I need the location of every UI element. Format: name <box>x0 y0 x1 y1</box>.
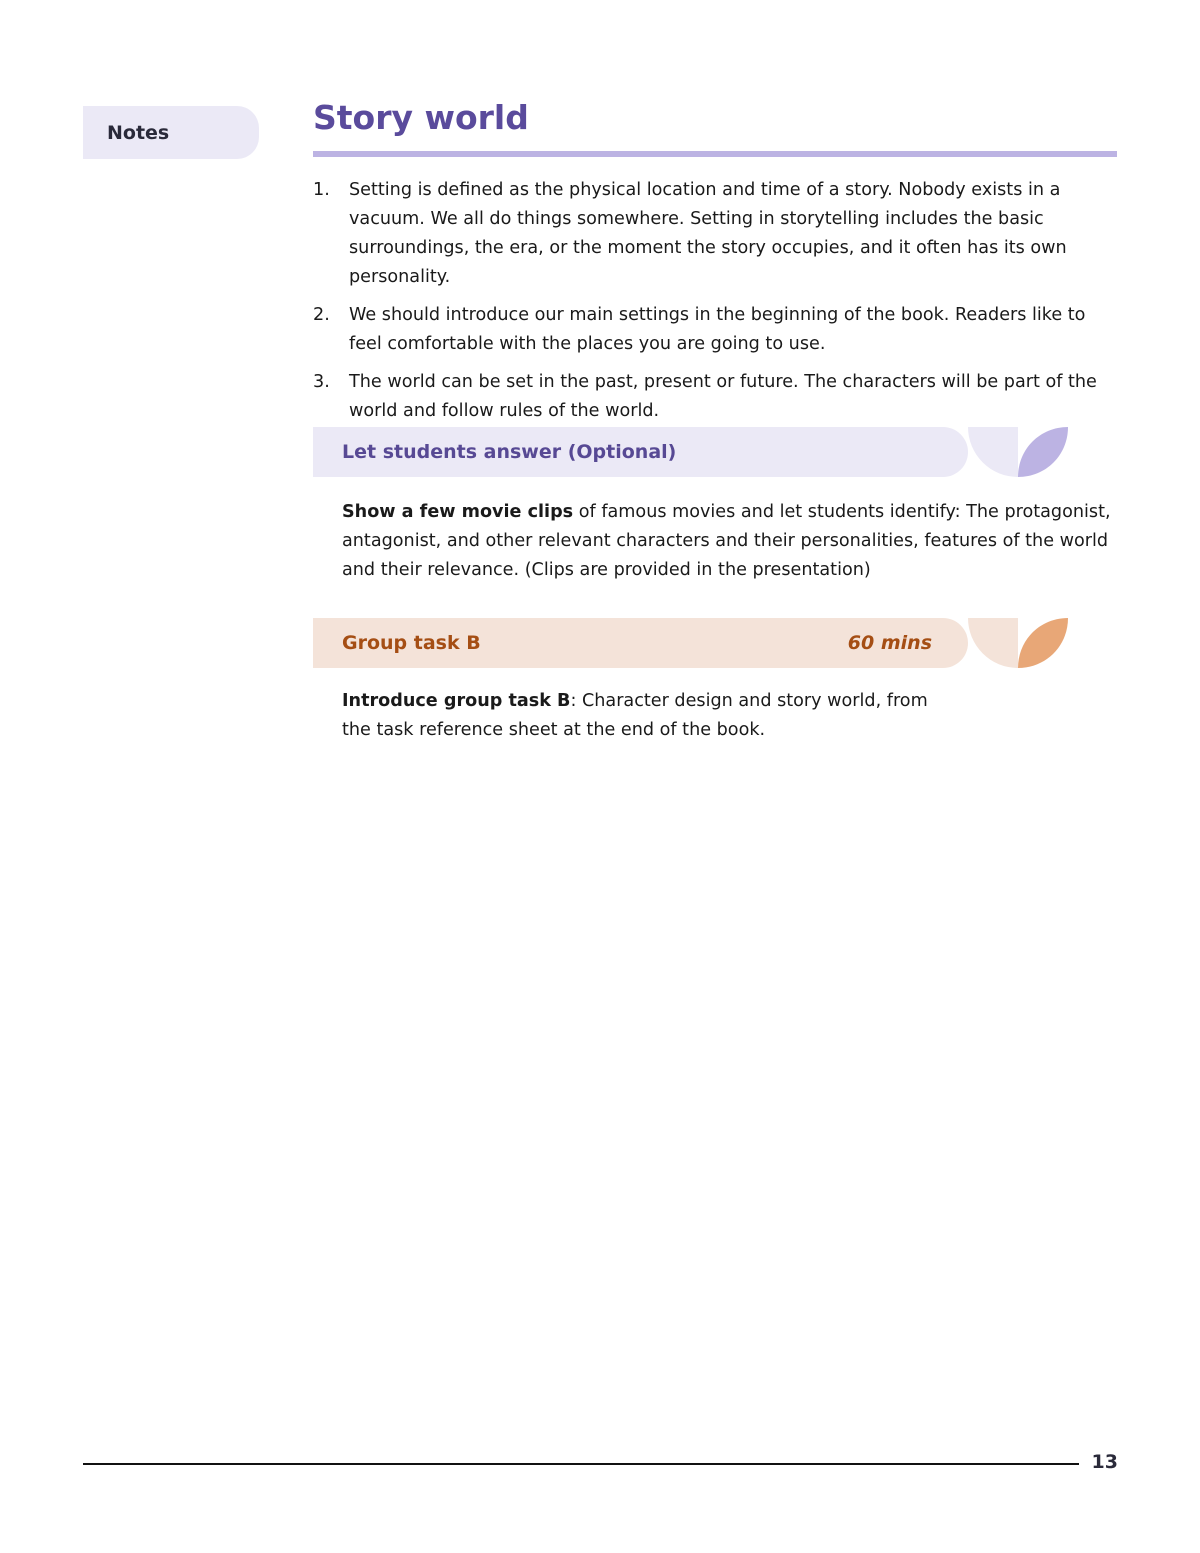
list-number: 1. <box>313 180 330 200</box>
list-item <box>313 176 1123 292</box>
notes-tab <box>83 106 259 159</box>
page-title: Story world <box>313 98 529 137</box>
numbered-list <box>313 176 1123 435</box>
group-task-text <box>342 687 942 745</box>
list-number: 2. <box>313 305 330 325</box>
list-text: We should introduce our main settings in the beginning of the book. Readers like to feel comfortable with the places you are going to use. <box>349 305 1086 354</box>
list-text: The world can be set in the past, present or future. The characters will be part of the world and follow rules of the world. <box>349 372 1097 421</box>
leaf-decoration-icon <box>968 618 1068 668</box>
optional-activity-body: of famous movies and let students identify: The protagonist, antagonist, and other relevant characters and their personalities, features of the world and their relevance. (Clips are provided in the presentation) <box>342 502 1111 580</box>
group-task-lead: Introduce group task B <box>342 691 571 711</box>
notes-label: Notes <box>107 121 170 144</box>
group-task-duration: 60 mins <box>847 632 932 654</box>
group-task-body: : Character design and story world, from the task reference sheet at the end of the book. <box>342 691 928 740</box>
optional-activity-banner <box>313 427 968 477</box>
page-number: 13 <box>1091 1451 1118 1473</box>
optional-activity-lead: Show a few movie clips <box>342 502 574 522</box>
title-divider <box>313 151 1117 157</box>
leaf-decoration-icon <box>968 427 1068 477</box>
optional-activity-heading: Let students answer (Optional) <box>342 441 677 463</box>
group-task-heading: Group task B <box>342 632 481 654</box>
list-text: Setting is defined as the physical location and time of a story. Nobody exists in a vacuum. We all do things somewhere. Setting in storytelling includes the basic surroundings, the era, or the moment the story occupies, and it often has its own personality. <box>349 180 1067 287</box>
list-item <box>313 301 1123 359</box>
list-item <box>313 368 1123 426</box>
list-number: 3. <box>313 372 330 392</box>
group-task-banner <box>313 618 968 668</box>
optional-activity-text <box>342 498 1112 585</box>
footer-divider <box>83 1463 1079 1465</box>
